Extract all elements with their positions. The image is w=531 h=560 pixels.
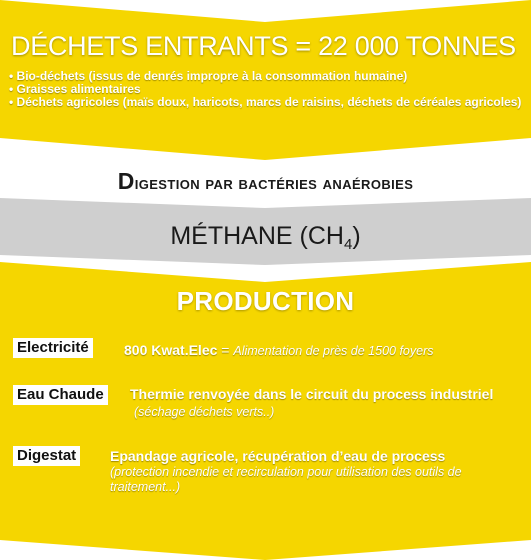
label-electricite: Electricité bbox=[13, 338, 93, 358]
methane-subscript: 4 bbox=[343, 236, 353, 253]
row-eau-chaude-text bbox=[130, 386, 510, 420]
label-digestat: Digestat bbox=[13, 446, 80, 466]
digestion-rest: igestion par bactéries anaérobies bbox=[134, 173, 414, 193]
electricite-note: Alimentation de près de 1500 foyers bbox=[233, 344, 434, 358]
input-item-graisses: • Graisses alimentaires bbox=[9, 82, 141, 96]
input-item-agricoles: • Déchets agricoles (maïs doux, haricots, marcs de raisins, déchets de céréales agricoles) bbox=[9, 95, 522, 109]
digestat-note: (protection incendie et recirculation pour utilisation des outils de traitement...) bbox=[110, 465, 462, 494]
label-eau-chaude: Eau Chaude bbox=[13, 385, 108, 405]
inputs-list bbox=[9, 70, 524, 109]
methane-close: ) bbox=[352, 222, 361, 250]
electricite-main: 800 Kwat.Elec bbox=[124, 342, 218, 358]
digestat-main: Epandage agricole, récupération d’eau de process bbox=[110, 448, 446, 464]
eau-chaude-main: Thermie renvoyée dans le circuit du process industriel bbox=[130, 386, 494, 402]
eau-chaude-note: (séchage déchets verts..) bbox=[134, 405, 275, 419]
electricite-separator: = bbox=[217, 342, 234, 358]
digestion-first-letter: D bbox=[117, 168, 135, 194]
production-title: PRODUCTION bbox=[176, 286, 355, 316]
row-digestat-text bbox=[110, 448, 522, 495]
methane-label bbox=[0, 222, 531, 253]
input-item-biodechets: • Bio-déchets (issus de denrés impropre à la consommation humaine) bbox=[9, 69, 408, 83]
methane-text: MÉTHANE (CH bbox=[170, 222, 344, 250]
digestion-step bbox=[0, 168, 531, 195]
inputs-title: DÉCHETS ENTRANTS = 22 000 TONNES bbox=[11, 31, 516, 61]
row-electricite-text bbox=[124, 342, 524, 360]
